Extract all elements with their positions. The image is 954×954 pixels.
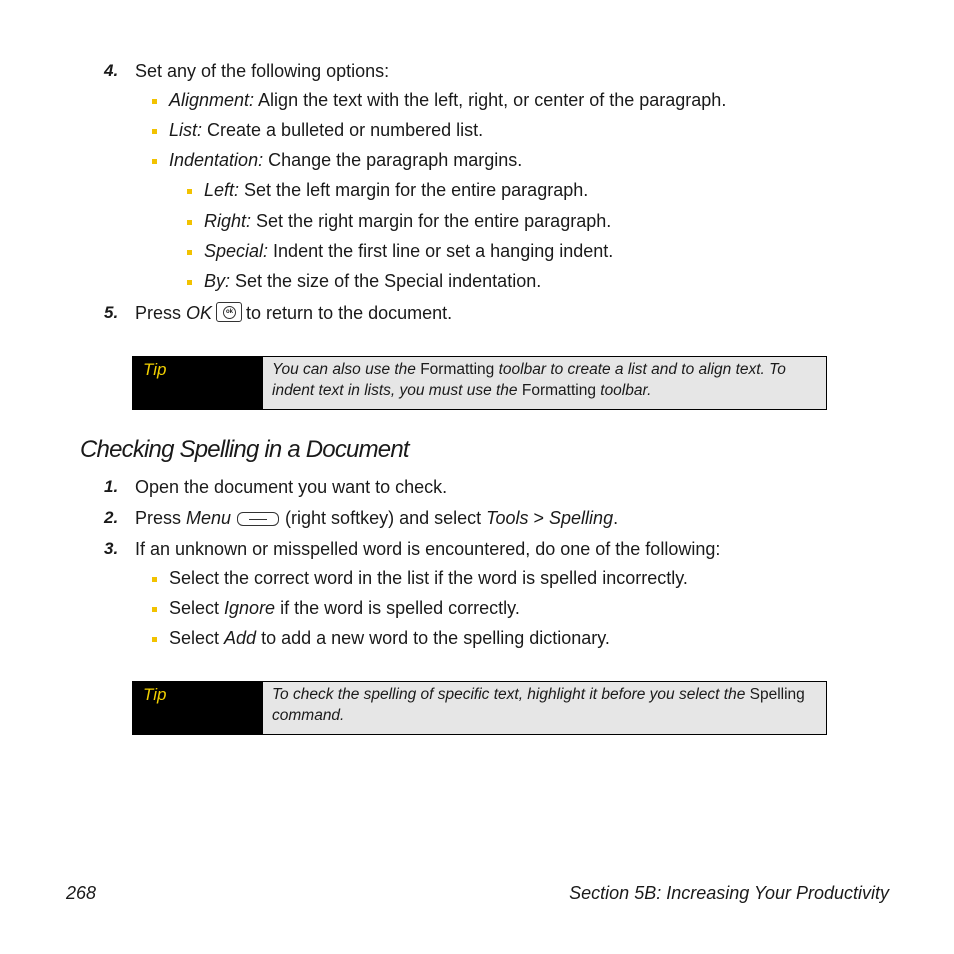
option-term: Right: [204, 211, 252, 231]
step-number: 1. [104, 477, 119, 496]
option-add: Add [224, 628, 257, 648]
list-text-pre: Select [169, 628, 225, 648]
option-list [169, 119, 483, 141]
suboption-left [204, 179, 588, 201]
option-desc: Indent the first line or set a hanging indent. [268, 241, 614, 261]
step-number: 5. [104, 303, 119, 322]
suboption-by [204, 270, 541, 292]
tip-text-part: You can also use the [272, 361, 421, 378]
option-desc: Change the paragraph margins. [263, 150, 523, 170]
tip-keyword: Spelling [749, 686, 805, 703]
menu-item-tools: Tools [486, 508, 529, 528]
list-text-post: if the word is spelled correctly. [275, 598, 520, 618]
suboption-right [204, 210, 611, 232]
step-text-mid: (right softkey) and select [285, 508, 487, 528]
step-number: 3. [104, 539, 119, 558]
tip-text-part: command. [272, 707, 345, 724]
option-desc: Set the size of the Special indentation. [230, 271, 542, 291]
bullet-marker [187, 280, 192, 285]
bullet-marker [187, 220, 192, 225]
bullet-marker [187, 250, 192, 255]
bullet-marker [152, 637, 157, 642]
step-text-end: . [613, 508, 619, 528]
section-title: Section 5B: Increasing Your Productivity [569, 883, 889, 903]
menu-icon-line [249, 519, 267, 520]
tip-text [263, 682, 826, 734]
tip-keyword: Formatting [521, 382, 596, 399]
list-text-post: to add a new word to the spelling dictionary. [256, 628, 610, 648]
option-term: Left: [204, 180, 240, 200]
option-desc: Set the left margin for the entire paragraph. [239, 180, 589, 200]
list-item [169, 627, 610, 649]
suboption-special [204, 240, 613, 262]
page-number: 268 [66, 883, 97, 903]
tip-text-part: toolbar to create a list and to align text. To indent text in lists, you must use the [272, 361, 786, 399]
bullet-marker [152, 129, 157, 134]
key-name: OK [186, 303, 213, 323]
bullet-marker [152, 577, 157, 582]
ok-button-icon [216, 302, 242, 322]
option-desc: Align the text with the left, right, or center of the paragraph. [254, 90, 727, 110]
option-term: Alignment: [169, 90, 255, 110]
step-text-pre: Press [135, 508, 187, 528]
option-term: By: [204, 271, 231, 291]
step-number: 2. [104, 508, 119, 527]
tip-box [132, 681, 827, 735]
tip-box [132, 356, 827, 410]
step-text: If an unknown or misspelled word is encountered, do one of the following: [135, 539, 721, 559]
option-desc: Set the right margin for the entire paragraph. [251, 211, 612, 231]
option-term: Indentation: [169, 150, 264, 170]
step-text [135, 507, 618, 529]
tip-text-part: To check the spelling of specific text, highlight it before you select the [272, 686, 750, 703]
step-text [135, 302, 452, 324]
step-text: Set any of the following options: [135, 61, 390, 81]
tip-text [263, 357, 826, 409]
step-text-post: to return to the document. [246, 303, 453, 323]
step-text-pre: Press [135, 303, 187, 323]
option-indentation [169, 149, 522, 171]
tip-label: Tip [133, 682, 263, 734]
list-text-pre: Select [169, 598, 225, 618]
option-term: List: [169, 120, 203, 140]
option-term: Special: [204, 241, 269, 261]
section-heading: Checking Spelling in a Document [80, 436, 409, 463]
tip-keyword: Formatting [420, 361, 495, 378]
tip-label: Tip [133, 357, 263, 409]
bullet-marker [152, 99, 157, 104]
step-number: 4. [104, 61, 119, 80]
key-name: Menu [186, 508, 232, 528]
list-item [169, 597, 520, 619]
tip-text-part: toolbar. [595, 382, 652, 399]
option-desc: Create a bulleted or numbered list. [202, 120, 484, 140]
menu-item-spelling: Spelling [549, 508, 614, 528]
option-ignore: Ignore [224, 598, 276, 618]
list-item: Select the correct word in the list if the word is spelled incorrectly. [169, 568, 688, 588]
menu-separator: > [528, 508, 550, 528]
bullet-marker [187, 189, 192, 194]
menu-softkey-icon [237, 512, 279, 526]
bullet-marker [152, 607, 157, 612]
bullet-marker [152, 159, 157, 164]
ok-icon-glyph: ok [223, 306, 236, 319]
step-text: Open the document you want to check. [135, 477, 448, 497]
option-alignment [169, 89, 726, 111]
